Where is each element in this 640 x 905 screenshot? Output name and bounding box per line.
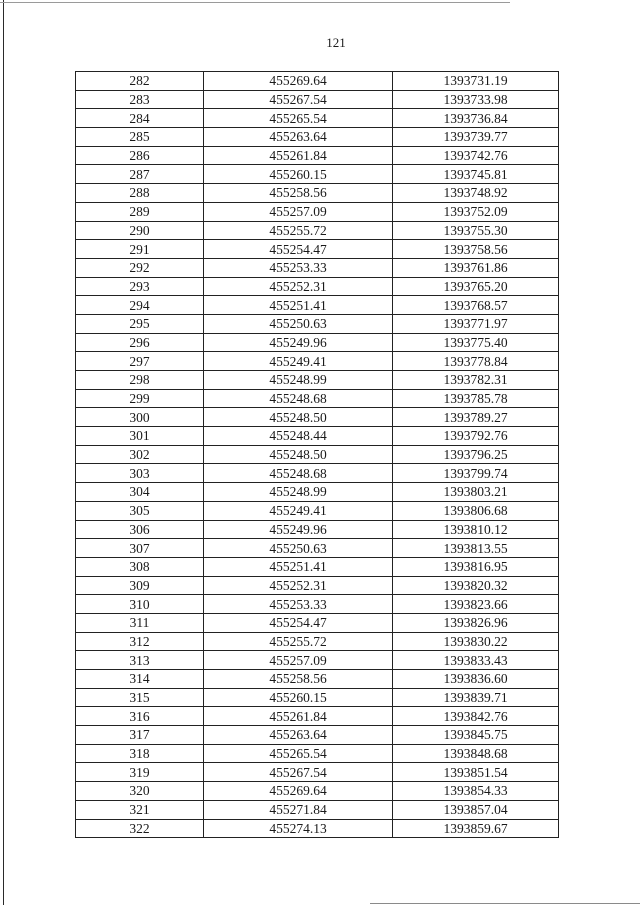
x-coordinate-cell: 455252.31 — [204, 277, 393, 296]
table-row — [76, 483, 559, 502]
point-number-cell: 289 — [76, 202, 204, 221]
point-number-cell: 300 — [76, 408, 204, 427]
x-coordinate-cell: 455255.72 — [204, 632, 393, 651]
table-row — [76, 240, 559, 259]
table-row — [76, 800, 559, 819]
y-coordinate-cell: 1393768.57 — [393, 296, 559, 315]
x-coordinate-cell: 455260.15 — [204, 165, 393, 184]
y-coordinate-cell: 1393792.76 — [393, 427, 559, 446]
table-row — [76, 258, 559, 277]
y-coordinate-cell: 1393859.67 — [393, 819, 559, 838]
y-coordinate-cell: 1393765.20 — [393, 277, 559, 296]
table-row — [76, 445, 559, 464]
table-row — [76, 427, 559, 446]
x-coordinate-cell: 455251.41 — [204, 296, 393, 315]
table-row — [76, 782, 559, 801]
scan-border-bottom — [370, 903, 640, 904]
point-number-cell: 301 — [76, 427, 204, 446]
y-coordinate-cell: 1393745.81 — [393, 165, 559, 184]
y-coordinate-cell: 1393830.22 — [393, 632, 559, 651]
point-number-cell: 306 — [76, 520, 204, 539]
y-coordinate-cell: 1393845.75 — [393, 726, 559, 745]
point-number-cell: 292 — [76, 258, 204, 277]
x-coordinate-cell: 455263.64 — [204, 726, 393, 745]
coordinates-table-body — [76, 72, 559, 838]
point-number-cell: 299 — [76, 389, 204, 408]
y-coordinate-cell: 1393806.68 — [393, 501, 559, 520]
table-row — [76, 726, 559, 745]
y-coordinate-cell: 1393778.84 — [393, 352, 559, 371]
table-row — [76, 128, 559, 147]
x-coordinate-cell: 455260.15 — [204, 688, 393, 707]
x-coordinate-cell: 455257.09 — [204, 651, 393, 670]
y-coordinate-cell: 1393796.25 — [393, 445, 559, 464]
point-number-cell: 322 — [76, 819, 204, 838]
y-coordinate-cell: 1393833.43 — [393, 651, 559, 670]
table-row — [76, 576, 559, 595]
x-coordinate-cell: 455254.47 — [204, 613, 393, 632]
scan-border-left — [3, 0, 4, 905]
y-coordinate-cell: 1393810.12 — [393, 520, 559, 539]
point-number-cell: 319 — [76, 763, 204, 782]
y-coordinate-cell: 1393836.60 — [393, 670, 559, 689]
y-coordinate-cell: 1393803.21 — [393, 483, 559, 502]
x-coordinate-cell: 455250.63 — [204, 539, 393, 558]
x-coordinate-cell: 455248.50 — [204, 408, 393, 427]
point-number-cell: 286 — [76, 146, 204, 165]
point-number-cell: 298 — [76, 371, 204, 390]
table-row — [76, 109, 559, 128]
x-coordinate-cell: 455248.44 — [204, 427, 393, 446]
x-coordinate-cell: 455271.84 — [204, 800, 393, 819]
table-row — [76, 333, 559, 352]
coordinates-table — [75, 71, 559, 838]
y-coordinate-cell: 1393775.40 — [393, 333, 559, 352]
x-coordinate-cell: 455253.33 — [204, 258, 393, 277]
table-row — [76, 408, 559, 427]
point-number-cell: 321 — [76, 800, 204, 819]
x-coordinate-cell: 455250.63 — [204, 314, 393, 333]
x-coordinate-cell: 455258.56 — [204, 184, 393, 203]
y-coordinate-cell: 1393820.32 — [393, 576, 559, 595]
y-coordinate-cell: 1393771.97 — [393, 314, 559, 333]
point-number-cell: 316 — [76, 707, 204, 726]
point-number-cell: 285 — [76, 128, 204, 147]
x-coordinate-cell: 455265.54 — [204, 109, 393, 128]
x-coordinate-cell: 455248.99 — [204, 371, 393, 390]
y-coordinate-cell: 1393813.55 — [393, 539, 559, 558]
y-coordinate-cell: 1393854.33 — [393, 782, 559, 801]
point-number-cell: 282 — [76, 72, 204, 91]
point-number-cell: 304 — [76, 483, 204, 502]
y-coordinate-cell: 1393736.84 — [393, 109, 559, 128]
table-row — [76, 165, 559, 184]
point-number-cell: 302 — [76, 445, 204, 464]
x-coordinate-cell: 455249.41 — [204, 352, 393, 371]
y-coordinate-cell: 1393739.77 — [393, 128, 559, 147]
x-coordinate-cell: 455269.64 — [204, 72, 393, 91]
x-coordinate-cell: 455254.47 — [204, 240, 393, 259]
y-coordinate-cell: 1393748.92 — [393, 184, 559, 203]
x-coordinate-cell: 455261.84 — [204, 146, 393, 165]
y-coordinate-cell: 1393785.78 — [393, 389, 559, 408]
point-number-cell: 308 — [76, 557, 204, 576]
y-coordinate-cell: 1393761.86 — [393, 258, 559, 277]
table-row — [76, 296, 559, 315]
table-row — [76, 389, 559, 408]
x-coordinate-cell: 455274.13 — [204, 819, 393, 838]
x-coordinate-cell: 455248.68 — [204, 464, 393, 483]
table-row — [76, 72, 559, 91]
x-coordinate-cell: 455253.33 — [204, 595, 393, 614]
point-number-cell: 320 — [76, 782, 204, 801]
table-row — [76, 202, 559, 221]
table-row — [76, 651, 559, 670]
point-number-cell: 288 — [76, 184, 204, 203]
x-coordinate-cell: 455267.54 — [204, 763, 393, 782]
point-number-cell: 312 — [76, 632, 204, 651]
x-coordinate-cell: 455257.09 — [204, 202, 393, 221]
table-row — [76, 632, 559, 651]
table-row — [76, 464, 559, 483]
x-coordinate-cell: 455249.96 — [204, 333, 393, 352]
x-coordinate-cell: 455258.56 — [204, 670, 393, 689]
y-coordinate-cell: 1393857.04 — [393, 800, 559, 819]
point-number-cell: 296 — [76, 333, 204, 352]
x-coordinate-cell: 455255.72 — [204, 221, 393, 240]
y-coordinate-cell: 1393839.71 — [393, 688, 559, 707]
y-coordinate-cell: 1393752.09 — [393, 202, 559, 221]
x-coordinate-cell: 455263.64 — [204, 128, 393, 147]
table-row — [76, 146, 559, 165]
table-row — [76, 371, 559, 390]
x-coordinate-cell: 455261.84 — [204, 707, 393, 726]
table-row — [76, 184, 559, 203]
point-number-cell: 314 — [76, 670, 204, 689]
y-coordinate-cell: 1393742.76 — [393, 146, 559, 165]
table-row — [76, 352, 559, 371]
y-coordinate-cell: 1393826.96 — [393, 613, 559, 632]
point-number-cell: 303 — [76, 464, 204, 483]
y-coordinate-cell: 1393816.95 — [393, 557, 559, 576]
table-row — [76, 595, 559, 614]
x-coordinate-cell: 455269.64 — [204, 782, 393, 801]
page-number: 121 — [326, 35, 346, 50]
point-number-cell: 297 — [76, 352, 204, 371]
x-coordinate-cell: 455248.68 — [204, 389, 393, 408]
table-row — [76, 707, 559, 726]
table-row — [76, 688, 559, 707]
point-number-cell: 284 — [76, 109, 204, 128]
y-coordinate-cell: 1393731.19 — [393, 72, 559, 91]
point-number-cell: 293 — [76, 277, 204, 296]
point-number-cell: 318 — [76, 744, 204, 763]
x-coordinate-cell: 455248.50 — [204, 445, 393, 464]
table-row — [76, 557, 559, 576]
x-coordinate-cell: 455267.54 — [204, 90, 393, 109]
x-coordinate-cell: 455249.96 — [204, 520, 393, 539]
y-coordinate-cell: 1393842.76 — [393, 707, 559, 726]
table-row — [76, 520, 559, 539]
table-row — [76, 277, 559, 296]
scan-border-top — [0, 2, 510, 3]
y-coordinate-cell: 1393851.54 — [393, 763, 559, 782]
x-coordinate-cell: 455252.31 — [204, 576, 393, 595]
table-row — [76, 819, 559, 838]
y-coordinate-cell: 1393789.27 — [393, 408, 559, 427]
point-number-cell: 317 — [76, 726, 204, 745]
table-row — [76, 613, 559, 632]
point-number-cell: 295 — [76, 314, 204, 333]
point-number-cell: 313 — [76, 651, 204, 670]
point-number-cell: 287 — [76, 165, 204, 184]
y-coordinate-cell: 1393823.66 — [393, 595, 559, 614]
y-coordinate-cell: 1393799.74 — [393, 464, 559, 483]
y-coordinate-cell: 1393758.56 — [393, 240, 559, 259]
point-number-cell: 291 — [76, 240, 204, 259]
table-row — [76, 221, 559, 240]
point-number-cell: 294 — [76, 296, 204, 315]
x-coordinate-cell: 455251.41 — [204, 557, 393, 576]
table-row — [76, 90, 559, 109]
x-coordinate-cell: 455265.54 — [204, 744, 393, 763]
point-number-cell: 290 — [76, 221, 204, 240]
point-number-cell: 307 — [76, 539, 204, 558]
y-coordinate-cell: 1393782.31 — [393, 371, 559, 390]
y-coordinate-cell: 1393848.68 — [393, 744, 559, 763]
point-number-cell: 283 — [76, 90, 204, 109]
table-row — [76, 763, 559, 782]
point-number-cell: 311 — [76, 613, 204, 632]
table-row — [76, 501, 559, 520]
table-row — [76, 314, 559, 333]
table-row — [76, 744, 559, 763]
y-coordinate-cell: 1393755.30 — [393, 221, 559, 240]
point-number-cell: 305 — [76, 501, 204, 520]
x-coordinate-cell: 455249.41 — [204, 501, 393, 520]
point-number-cell: 315 — [76, 688, 204, 707]
y-coordinate-cell: 1393733.98 — [393, 90, 559, 109]
table-row — [76, 539, 559, 558]
point-number-cell: 310 — [76, 595, 204, 614]
table-row — [76, 670, 559, 689]
point-number-cell: 309 — [76, 576, 204, 595]
x-coordinate-cell: 455248.99 — [204, 483, 393, 502]
